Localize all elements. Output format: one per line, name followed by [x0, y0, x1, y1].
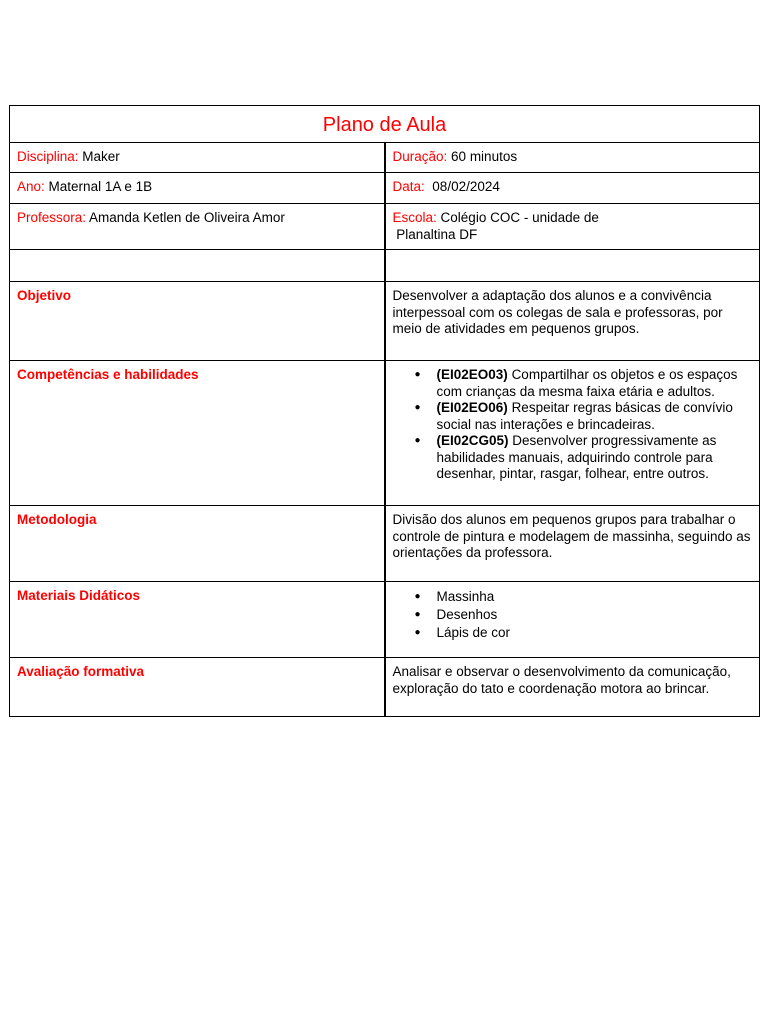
metodologia-text: Divisão dos alunos em pequenos grupos para trabalhar o controle de pintura e modelagem de massinha, seguindo as orientações da professora. — [392, 512, 751, 560]
ano-value: Maternal 1A e 1B — [48, 179, 153, 194]
list-item: ● Desenhos — [437, 606, 753, 624]
cell-disciplina — [10, 143, 385, 173]
list-item — [437, 433, 753, 483]
competencia-text: Compartilhar os objetos e os espaços com crianças da mesma faixa etária e adultos. — [436, 367, 738, 399]
cell-materiais-list — [385, 582, 760, 658]
avaliacao-label: Avaliação formativa — [17, 664, 145, 679]
ano-label: Ano: — [17, 179, 45, 194]
cell-objetivo-text — [385, 282, 760, 361]
row-competencias — [10, 361, 760, 506]
cell-professora — [10, 204, 385, 250]
row-disciplina — [10, 143, 760, 173]
materiais-label: Materiais Didáticos — [17, 588, 141, 603]
cell-metodologia-label — [10, 506, 385, 582]
competencia-code: (EI02EO06) — [436, 400, 508, 415]
row-professora — [10, 204, 760, 250]
cell-empty-left — [10, 250, 385, 282]
cell-materiais-label — [10, 582, 385, 658]
escola-value-line1: Colégio COC - unidade de — [440, 210, 599, 225]
competencias-list — [393, 367, 753, 483]
metodologia-label: Metodologia — [17, 512, 97, 527]
row-avaliacao — [10, 658, 760, 717]
list-item: ● Lápis de cor — [437, 624, 753, 642]
cell-duracao — [385, 143, 760, 173]
competencia-text: Desenvolver progressivamente as habilidades manuais, adquirindo controle para desenhar, pintar, rasgar, folhear, entre outros. — [436, 433, 717, 481]
competencia-text: Respeitar regras básicas de convívio social nas interações e brincadeiras. — [436, 400, 733, 432]
list-item — [437, 400, 753, 433]
escola-label: Escola: — [392, 210, 437, 225]
cell-data — [385, 173, 760, 204]
cell-empty-right — [385, 250, 760, 282]
cell-escola — [385, 204, 760, 250]
cell-objetivo-label — [10, 282, 385, 361]
data-label: Data: — [392, 179, 425, 194]
competencia-code: (EI02CG05) — [436, 433, 509, 448]
escola-value-line2: Planaltina DF — [396, 226, 478, 242]
avaliacao-text: Analisar e observar o desenvolvimento da comunicação, exploração do tato e coordenação motora ao brincar. — [392, 664, 731, 696]
duracao-label: Duração: — [392, 149, 448, 164]
row-empty — [10, 250, 760, 282]
page-title: Plano de Aula — [10, 106, 760, 143]
lesson-plan-table — [9, 105, 760, 717]
disciplina-value: Maker — [82, 149, 120, 164]
materiais-list — [393, 588, 753, 642]
disciplina-label: Disciplina: — [17, 149, 79, 164]
row-objetivo — [10, 282, 760, 361]
row-materiais — [10, 582, 760, 658]
cell-competencias-list — [385, 361, 760, 506]
competencias-label: Competências e habilidades — [17, 367, 199, 382]
cell-avaliacao-label — [10, 658, 385, 717]
data-value: 08/02/2024 — [432, 179, 500, 194]
list-item: ● Massinha — [437, 588, 753, 606]
cell-ano — [10, 173, 385, 204]
professora-label: Professora: — [17, 210, 87, 225]
list-item — [437, 367, 753, 400]
professora-value: Amanda Ketlen de Oliveira Amor — [89, 210, 285, 225]
objetivo-label: Objetivo — [17, 288, 72, 303]
competencia-code: (EI02EO03) — [436, 367, 508, 382]
cell-avaliacao-text — [385, 658, 760, 717]
row-metodologia — [10, 506, 760, 582]
cell-metodologia-text — [385, 506, 760, 582]
cell-competencias-label — [10, 361, 385, 506]
duracao-value: 60 minutos — [451, 149, 518, 164]
row-ano — [10, 173, 760, 204]
objetivo-text: Desenvolver a adaptação dos alunos e a convivência interpessoal com os colegas de sala e professoras, por meio de atividades em pequenos grupos. — [392, 288, 723, 336]
